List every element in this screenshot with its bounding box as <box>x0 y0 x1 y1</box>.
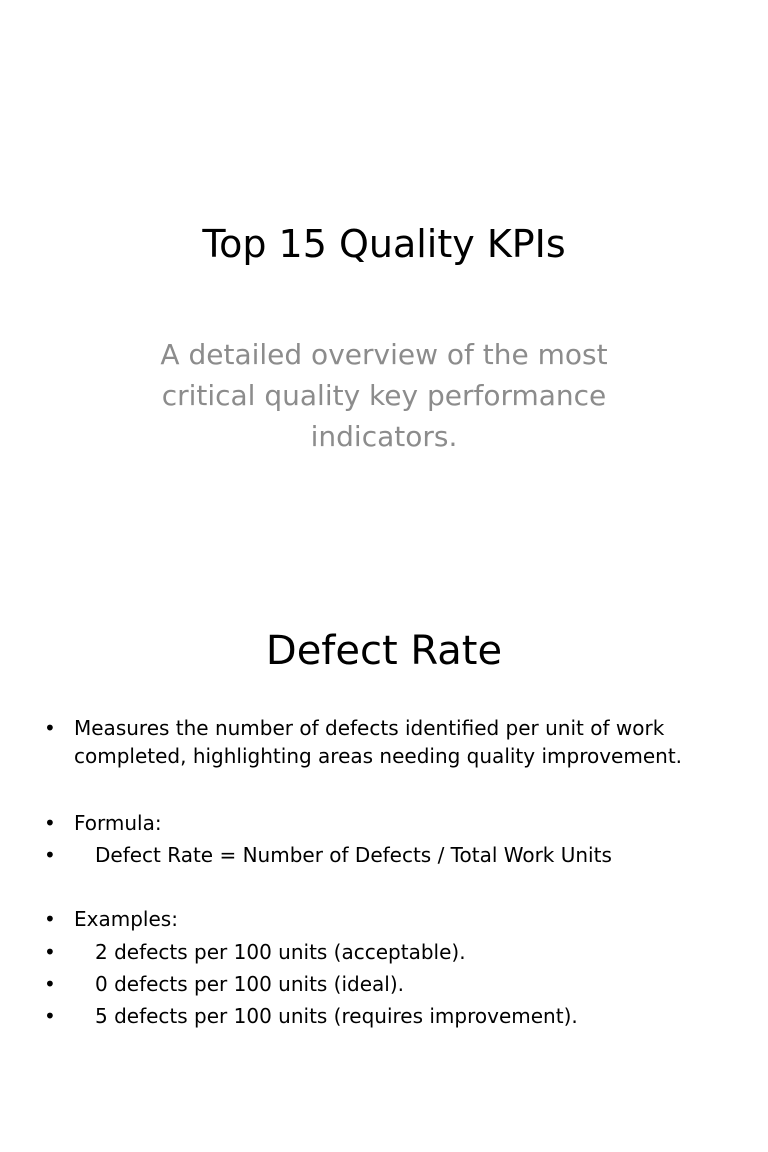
bullet-icon: • <box>44 907 56 931</box>
bullet-icon: • <box>44 716 56 740</box>
bullet-text: 5 defects per 100 units (requires improvement). <box>95 1004 578 1028</box>
bullet-text: Examples: <box>74 907 178 931</box>
bullet-text: Defect Rate = Number of Defects / Total Work Units <box>95 843 612 867</box>
bullet-item-example-2 <box>44 970 704 998</box>
bullet-item-examples-label <box>44 905 704 933</box>
bullet-icon: • <box>44 1004 56 1028</box>
bullet-item-formula-label <box>44 809 704 837</box>
bullet-text: Measures the number of defects identified per unit of work completed, highlighting areas needing quality improvement. <box>74 716 683 768</box>
presentation-subtitle: A detailed overview of the most critical quality key performance indicators. <box>160 338 608 453</box>
bullet-icon: • <box>44 972 56 996</box>
bullet-text: 2 defects per 100 units (acceptable). <box>95 940 466 964</box>
bullet-item-example-1 <box>44 938 704 966</box>
bullet-icon: • <box>44 843 56 867</box>
slide-heading: Defect Rate <box>265 628 503 674</box>
bullet-icon: • <box>44 940 56 964</box>
bullet-item-formula <box>44 841 704 869</box>
bullet-item-example-3 <box>44 1002 704 1030</box>
bullet-text: Formula: <box>74 811 162 835</box>
bullet-text: 0 defects per 100 units (ideal). <box>95 972 405 996</box>
presentation-title: Top 15 Quality KPIs <box>202 222 566 266</box>
slide-defect-rate <box>0 576 768 1152</box>
bullet-icon: • <box>44 811 56 835</box>
bullet-list <box>0 576 768 1152</box>
bullet-item-description <box>44 714 704 770</box>
